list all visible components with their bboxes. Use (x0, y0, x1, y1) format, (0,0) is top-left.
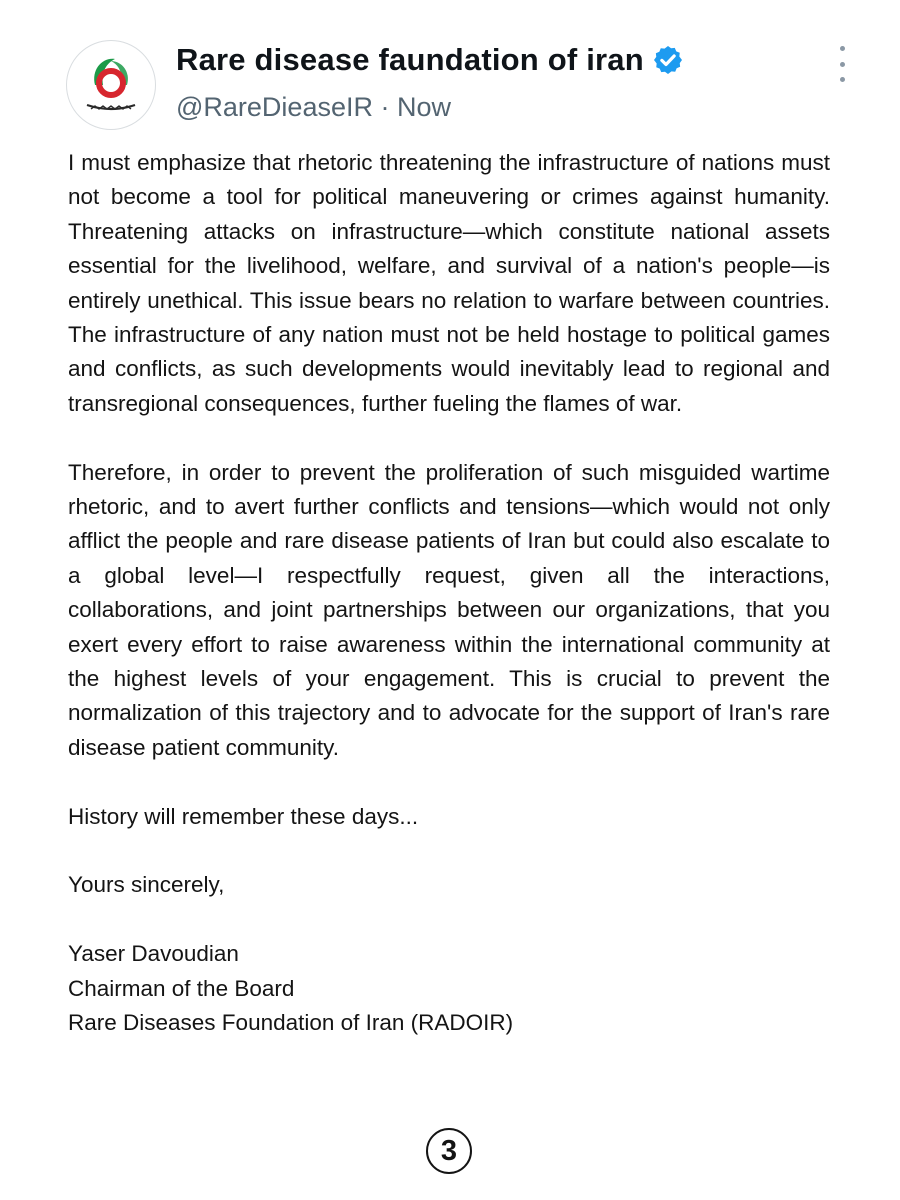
post-body (68, 146, 830, 1041)
post-header (66, 40, 846, 140)
page-number-badge: 3 (426, 1128, 472, 1174)
post-paragraph: Therefore, in order to prevent the proliferation of such misguided wartime rhetoric, and to avert further conflicts and tensions—which would not only afflict the people and rare disease patients of Iran but could also escalate to a global level—I respectfully request, given all the interactions, collaborations, and joint partnerships between our organizations, that you exert every effort to raise awareness within the international community at the highest levels of your engagement. This is crucial to prevent the normalization of this trajectory and to advocate for the support of Iran's rare disease patient community. (68, 459, 830, 760)
post-paragraph: I must emphasize that rhetoric threatening the infrastructure of nations must not become a tool for political maneuvering or crimes against humanity. Threatening attacks on infrastructure—which constitute national assets essential for the livelihood, welfare, and survival of a nation's people—is entirely unethical. This issue bears no relation to warfare between countries. The infrastructure of any nation must not be held hostage to political games and conflicts, as such developments would inevitably lead to regional and transregional consequences, further fueling the flames of war. (68, 150, 830, 416)
timestamp[interactable]: Now (397, 92, 452, 122)
more-dot (840, 62, 845, 67)
handle-row (176, 92, 451, 123)
closing: Yours sincerely, (68, 872, 225, 898)
post-paragraph: History will remember these days... (68, 803, 419, 829)
paragraph-gap (68, 834, 830, 868)
signature-organization: Rare Diseases Foundation of Iran (RADOIR) (68, 1010, 514, 1036)
verified-badge-icon (652, 44, 684, 76)
signature-name: Yaser Davoudian (68, 941, 239, 967)
handle[interactable]: @RareDieaseIR (176, 92, 373, 122)
signature-title: Chairman of the Board (68, 975, 295, 1001)
paragraph-gap (68, 903, 830, 937)
paragraph-gap (68, 421, 830, 455)
display-name[interactable]: Rare disease faundation of iran (176, 42, 644, 77)
rare-disease-foundation-logo-icon (67, 41, 155, 129)
more-dot (840, 46, 845, 51)
name-row (176, 40, 684, 80)
avatar[interactable] (66, 40, 156, 130)
paragraph-gap (68, 765, 830, 799)
more-dot (840, 77, 845, 82)
separator: · (380, 92, 390, 122)
more-vertical-icon[interactable] (832, 46, 852, 82)
